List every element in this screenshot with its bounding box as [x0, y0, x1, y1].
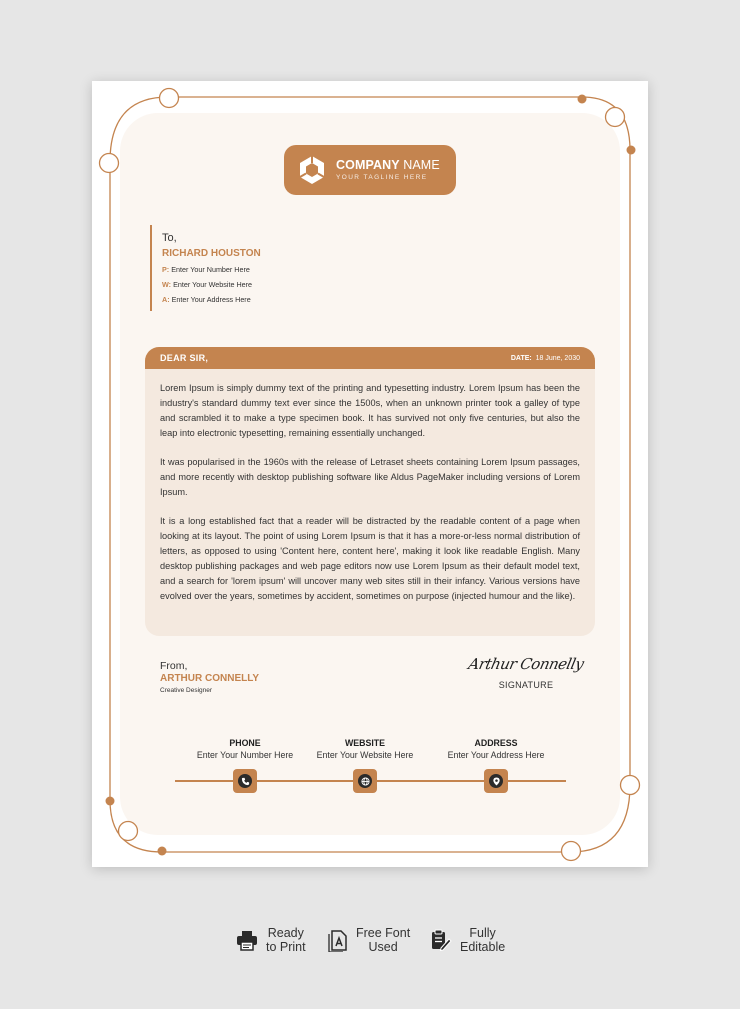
- letter-body: [145, 347, 595, 636]
- globe-icon: [353, 769, 377, 793]
- logo-cube-icon: [296, 154, 328, 186]
- body-paragraph: It is a long established fact that a reader will be distracted by the readable content of a page when looking at its layout. The point of using Lorem Ipsum is that it has a more-or-less normal distribution of letters, as opposed to using 'Content here, content here', making it look like readable English. Many desktop publishing packages and web page editors now use Lorem Ipsum as their default model text, and a search for 'lorem ipsum' will uncover many web sites still in their infancy. Various versions have evolved over the years, sometimes by accident, sometimes on purpose (injected humour and the like).: [160, 516, 580, 601]
- recipient-address: A: Enter Your Address Here: [162, 295, 251, 304]
- company-name: COMPANY NAME: [336, 158, 440, 172]
- footer-phone: PHONE Enter Your Number Here: [196, 738, 294, 760]
- body-paragraph: Lorem Ipsum is simply dummy text of the printing and typesetting industry. Lorem Ipsum has been the industry's standard dummy text ever since the 1500s, when an unknown printer took a galley of type and scrambled it to make a type specimen book. It has survived not only five centuries, but also the leap into electronic typesetting, remaining essentially unchanged.: [160, 383, 580, 438]
- body-paragraph: It was popularised in the 1960s with the release of Letraset sheets containing Lorem Ipsum passages, and more recently with desktop publishing software like Aldus PageMaker including versions of Lorem Ipsum.: [160, 457, 580, 497]
- feature-ready-to-print: Ready to Print: [236, 926, 306, 954]
- sender-name: ARTHUR CONNELLY: [160, 673, 260, 684]
- phone-icon: [233, 769, 257, 793]
- recipient-name: RICHARD HOUSTON: [162, 248, 261, 259]
- letter-header-bar: [145, 347, 595, 369]
- sender-title: Creative Designer: [160, 687, 213, 694]
- location-pin-icon: [484, 769, 508, 793]
- greeting: DEAR SIR,: [160, 353, 209, 363]
- recipient-phone: P: Enter Your Number Here: [162, 265, 250, 274]
- signature-label: SIGNATURE: [498, 680, 554, 690]
- feature-fully-editable: Fully Editable: [430, 926, 505, 954]
- font-file-icon: [328, 928, 348, 952]
- edit-document-icon: [430, 929, 452, 951]
- recipient-block: [150, 225, 350, 311]
- signature-script: Arthur Connelly: [466, 655, 586, 673]
- signature-block: [466, 655, 586, 690]
- company-tagline: YOUR TAGLINE HERE: [336, 173, 428, 181]
- company-logo: [284, 145, 456, 195]
- letter-date: DATE: 18 June, 2030: [510, 354, 580, 362]
- to-label: To,: [162, 232, 177, 244]
- recipient-website: W: Enter Your Website Here: [162, 280, 253, 289]
- from-label: From,: [160, 660, 188, 672]
- sender-block: [160, 660, 259, 694]
- feature-free-font: Free Font Used: [328, 926, 410, 954]
- printer-icon: [236, 929, 258, 951]
- footer-website: WEBSITE Enter Your Website Here: [316, 738, 414, 760]
- footer-address: ADDRESS Enter Your Address Here: [447, 738, 545, 760]
